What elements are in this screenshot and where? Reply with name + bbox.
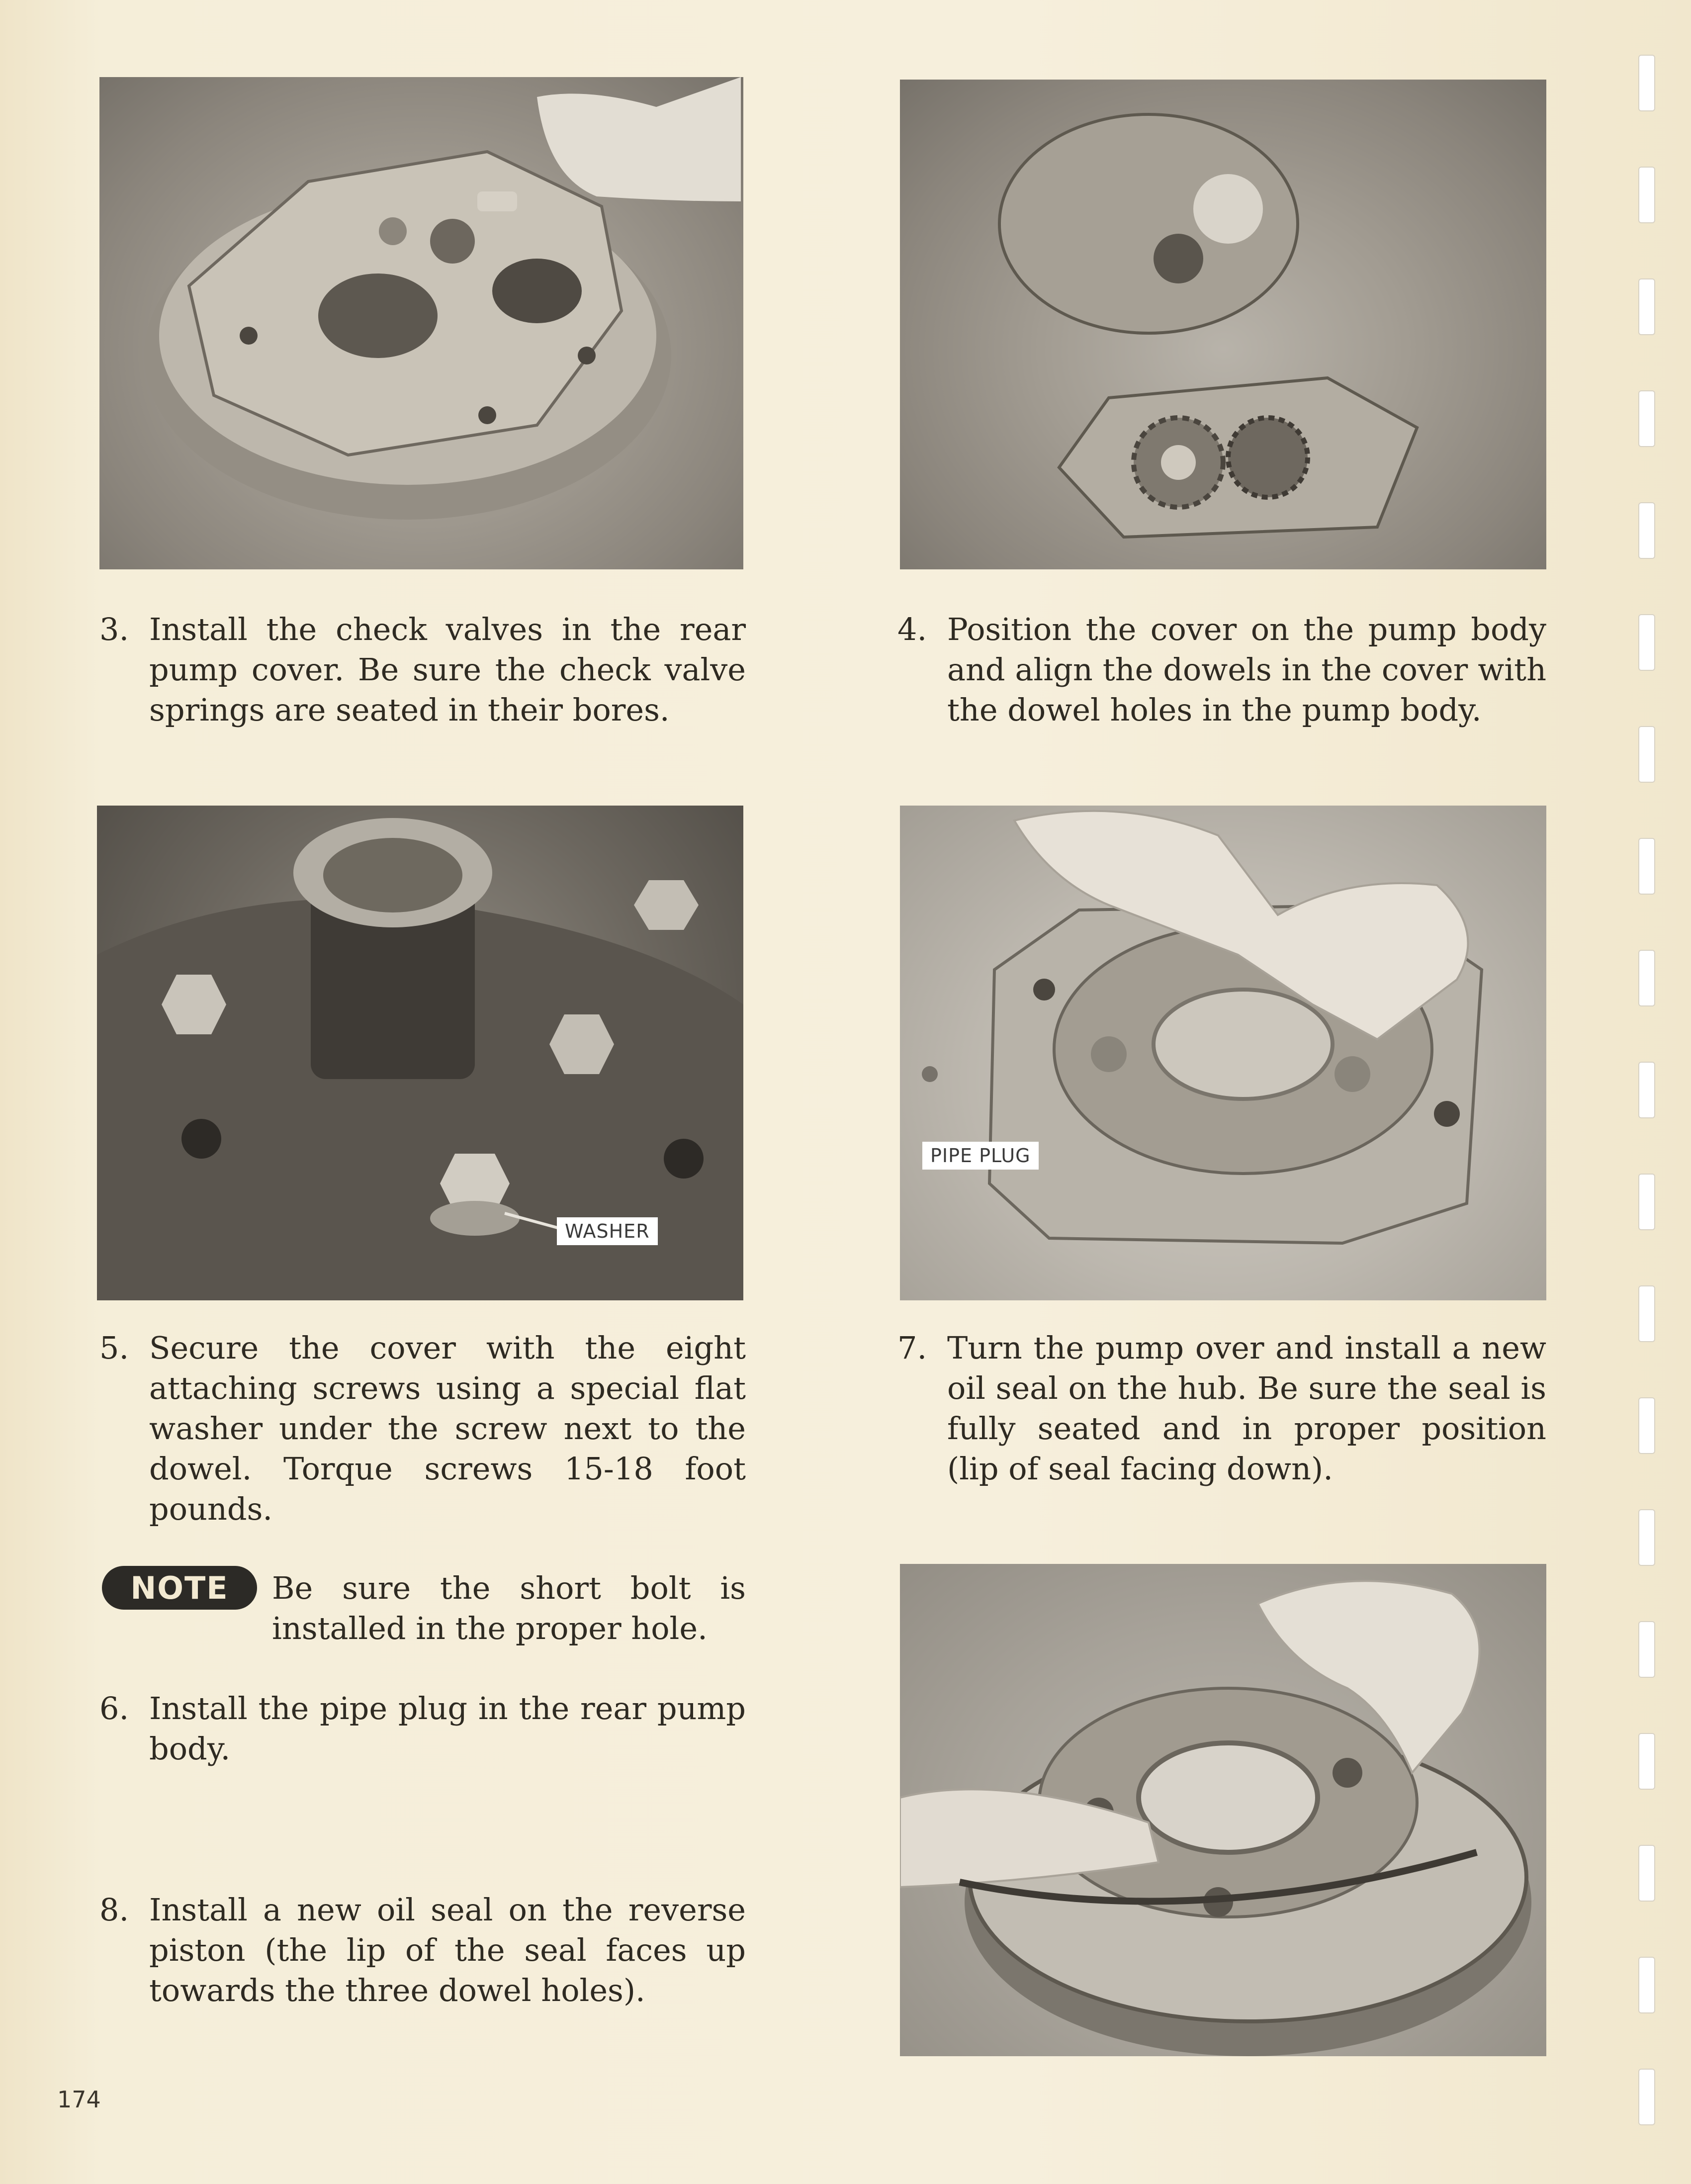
binder-hole <box>1638 1285 1655 1342</box>
binder-hole <box>1638 502 1655 559</box>
step-text: Position the cover on the pump body and align the dowels in the cover with the dowel holes in the pump body. <box>947 611 1546 728</box>
page-number: 174 <box>57 2086 101 2113</box>
photo-reverse-piston-seal <box>900 1564 1546 2056</box>
binder-hole <box>1638 614 1655 671</box>
binder-hole <box>1638 1845 1655 1902</box>
binder-hole <box>1638 167 1655 223</box>
pump-cover-illustration <box>99 77 743 569</box>
step-text: Secure the cover with the eight attaching screws using a special flat washer under the screw next to the dowel. Torque screws 15-18 foot pounds. <box>149 1330 746 1527</box>
binder-hole <box>1638 726 1655 783</box>
step-6 <box>99 1688 746 1769</box>
binder-hole <box>1638 2069 1655 2125</box>
step-text: Install the check valves in the rear pump cover. Be sure the check valve springs are seated in their bores. <box>149 611 746 728</box>
binder-hole <box>1638 390 1655 447</box>
step-4 <box>897 609 1546 730</box>
note-badge: NOTE <box>102 1566 257 1610</box>
step-3 <box>99 609 746 730</box>
binder-hole <box>1638 950 1655 1006</box>
step-number: 6. <box>99 1690 129 1727</box>
step-number: 3. <box>99 611 129 647</box>
step-number: 5. <box>99 1330 129 1366</box>
piston-illustration <box>900 1564 1546 2056</box>
binder-hole <box>1638 1397 1655 1454</box>
binder-hole <box>1638 1062 1655 1118</box>
step-number: 4. <box>897 611 927 647</box>
pump-assembly-illustration <box>900 80 1546 569</box>
binder-hole <box>1638 838 1655 895</box>
step-7 <box>897 1328 1546 1489</box>
photo-pipe-plug <box>900 806 1546 1300</box>
binder-hole <box>1638 1621 1655 1678</box>
step-text: Install the pipe plug in the rear pump body. <box>149 1690 746 1767</box>
washer-callout: WASHER <box>557 1217 658 1245</box>
note-callout <box>102 1568 746 1648</box>
step-8 <box>99 1890 746 2010</box>
step-number: 8. <box>99 1892 129 1928</box>
step-text: Turn the pump over and install a new oil seal on the hub. Be sure the seal is fully seated and in proper position (lip of seal facing down). <box>947 1330 1546 1487</box>
photo-washer <box>97 806 743 1300</box>
binder-hole <box>1638 1174 1655 1230</box>
step-text: Install a new oil seal on the reverse piston (the lip of the seal faces up towards the three dowel holes). <box>149 1892 746 2008</box>
binder-hole <box>1638 278 1655 335</box>
pump-hand-illustration <box>900 806 1546 1300</box>
step-5 <box>99 1328 746 1529</box>
binder-hole <box>1638 55 1655 111</box>
photo-cover-on-body <box>900 80 1546 569</box>
binder-hole <box>1638 1509 1655 1566</box>
photo-check-valves <box>99 77 743 569</box>
pipe-plug-callout: PIPE PLUG <box>922 1142 1039 1170</box>
note-text: Be sure the short bolt is installed in the proper hole. <box>272 1570 746 1646</box>
binder-hole <box>1638 1733 1655 1790</box>
step-number: 7. <box>897 1330 927 1366</box>
binder-hole <box>1638 1957 1655 2013</box>
